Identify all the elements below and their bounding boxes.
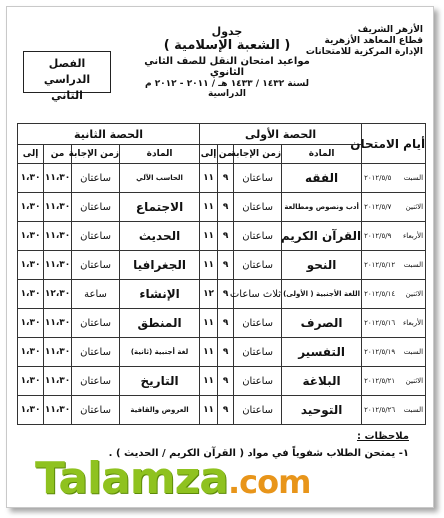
duration-period-1: ساعتان (234, 251, 282, 280)
semester-line-1: الفصل الدراسي (43, 57, 91, 86)
talamza-watermark-logo (35, 453, 310, 504)
header-to-2: إلى (18, 145, 44, 164)
start-period-1: ٩ (218, 164, 234, 193)
exam-date: ٢٠١٢/٥/١٤ (364, 290, 396, 298)
end-period-2: ١،٣٠ (18, 309, 44, 338)
start-period-2: ١١،٣٠ (44, 396, 72, 425)
exam-date: ٢٠١٢/٥/١٦ (364, 319, 396, 327)
day-cell (362, 164, 426, 193)
duration-period-2: ساعتان (72, 164, 120, 193)
end-period-1: ١١ (200, 396, 218, 425)
duration-period-1: ساعتان (234, 222, 282, 251)
issuer-line-3: الإدارة المركزية للامتحانات (305, 47, 423, 57)
table-row (18, 396, 426, 425)
day-name: الأربعاء (403, 319, 424, 327)
day-name: السبت (403, 174, 424, 182)
day-name: الاثنين (405, 290, 424, 298)
subject-period-2: الحديث (120, 222, 200, 251)
table-row (18, 251, 426, 280)
subject-period-2: لغة أجنبية (ثانية) (120, 338, 200, 367)
day-cell (362, 367, 426, 396)
header-exam-days: أيام الامتحان (362, 124, 426, 164)
start-period-2: ١١،٣٠ (44, 338, 72, 367)
day-name: السبت (403, 261, 424, 269)
semester-box (23, 51, 111, 102)
duration-period-1: ساعتان (234, 309, 282, 338)
semester-line-2: الثاني (51, 89, 83, 102)
table-row (18, 338, 426, 367)
header-period-1: الحصة الأولى (200, 124, 362, 145)
table-row (18, 280, 426, 309)
start-period-1: ٩ (218, 193, 234, 222)
table-row (18, 309, 426, 338)
duration-period-2: ساعة (72, 280, 120, 309)
title-label: جدول (211, 25, 243, 38)
start-period-2: ١١،٣٠ (44, 367, 72, 396)
duration-period-2: ساعتان (72, 193, 120, 222)
document-title-block (127, 25, 327, 99)
subject-period-1: الصرف (282, 309, 362, 338)
start-period-2: ١١،٣٠ (44, 222, 72, 251)
end-period-1: ١١ (200, 193, 218, 222)
header-subject-2: المادة (120, 145, 200, 164)
end-period-1: ١١ (200, 367, 218, 396)
duration-period-2: ساعتان (72, 251, 120, 280)
header-duration-2: زمن الإجابة (72, 145, 120, 164)
end-period-2: ١،٣٠ (18, 251, 44, 280)
document-page (6, 6, 434, 508)
end-period-2: ١،٣٠ (18, 367, 44, 396)
subject-period-1: البلاغة (282, 367, 362, 396)
exam-subtitle: مواعيد امتحان النقل للصف الثاني الثانوي (144, 56, 310, 78)
end-period-2: ١،٣٠ (18, 193, 44, 222)
header-to-1: إلى (200, 145, 218, 164)
end-period-2: ١،٣٠ (18, 280, 44, 309)
header-subject-1: المادة (282, 145, 362, 164)
day-name: الاثنين (405, 203, 424, 211)
day-cell (362, 193, 426, 222)
duration-period-2: ساعتان (72, 367, 120, 396)
day-cell (362, 251, 426, 280)
day-cell (362, 309, 426, 338)
subject-period-1: التوحيد (282, 396, 362, 425)
end-period-1: ١١ (200, 338, 218, 367)
end-period-2: ١،٣٠ (18, 222, 44, 251)
start-period-2: ١١،٣٠ (44, 193, 72, 222)
start-period-2: ١١،٣٠ (44, 251, 72, 280)
duration-period-1: ساعتان (234, 367, 282, 396)
day-cell (362, 338, 426, 367)
subject-period-2: الحاسب الآلي (120, 164, 200, 193)
subject-period-2: التاريخ (120, 367, 200, 396)
day-cell (362, 396, 426, 425)
end-period-1: ١٢ (200, 280, 218, 309)
table-row (18, 222, 426, 251)
end-period-1: ١١ (200, 251, 218, 280)
header-duration-1: زمن الإجابة (234, 145, 282, 164)
duration-period-2: ساعتان (72, 222, 120, 251)
duration-period-1: ساعتان (234, 396, 282, 425)
start-period-1: ٩ (218, 396, 234, 425)
logo-text: Talamza (35, 453, 228, 504)
table-row (18, 164, 426, 193)
header-from-1: من (218, 145, 234, 164)
subject-period-1: أدب ونصوص ومطالعة (282, 193, 362, 222)
exam-schedule-table (17, 123, 426, 425)
exam-date: ٢٠١٢/٥/٩ (364, 232, 392, 240)
start-period-1: ٩ (218, 309, 234, 338)
subject-period-2: الاجتماع (120, 193, 200, 222)
subject-period-2: المنطق (120, 309, 200, 338)
duration-period-2: ساعتان (72, 396, 120, 425)
end-period-2: ١،٣٠ (18, 164, 44, 193)
start-period-2: ١٢،٣٠ (44, 280, 72, 309)
end-period-2: ١،٣٠ (18, 396, 44, 425)
duration-period-1: ساعتان (234, 338, 282, 367)
logo-suffix: .com (227, 463, 311, 501)
header-from-2: من (44, 145, 72, 164)
division-title: ( الشعبة الإسلامية ) (163, 38, 291, 53)
header-period-2: الحصة الثانية (18, 124, 200, 145)
notes-title: ملاحظات : (356, 431, 409, 442)
day-name: الأربعاء (403, 232, 424, 240)
table-row (18, 193, 426, 222)
duration-period-2: ساعتان (72, 338, 120, 367)
subject-period-1: اللغة الأجنبية ( الأولى) (282, 280, 362, 309)
subject-period-2: العروض والقافية (120, 396, 200, 425)
issuer-line-1: الأزهر الشريف (357, 25, 423, 35)
start-period-1: ٩ (218, 338, 234, 367)
subject-period-1: التفسير (282, 338, 362, 367)
day-name: السبت (403, 348, 424, 356)
subject-period-1: القرآن الكريم (282, 222, 362, 251)
subject-period-1: الفقه (282, 164, 362, 193)
duration-period-1: ساعتان (234, 193, 282, 222)
exam-date: ٢٠١٢/٥/٢١ (364, 377, 396, 385)
start-period-1: ٩ (218, 367, 234, 396)
day-cell (362, 280, 426, 309)
table-row (18, 367, 426, 396)
subject-period-2: الجغرافيا (120, 251, 200, 280)
academic-year: لسنة ١٤٣٢ / ١٤٣٣ هـ / ٢٠١١ - ٢٠١٢ م الدراسية (144, 79, 310, 99)
issuer-line-2: قطاع المعاهد الأزهرية (324, 36, 423, 46)
day-name: السبت (403, 406, 424, 414)
start-period-1: ٩ (218, 280, 234, 309)
end-period-1: ١١ (200, 164, 218, 193)
day-name: الاثنين (405, 377, 424, 385)
exam-date: ٢٠١٢/٥/١٩ (364, 348, 396, 356)
subject-period-1: النحو (282, 251, 362, 280)
start-period-2: ١١،٣٠ (44, 164, 72, 193)
exam-date: ٢٠١٢/٥/١٢ (364, 261, 396, 269)
subject-period-2: الإنشاء (120, 280, 200, 309)
duration-period-1: ساعتان (234, 164, 282, 193)
duration-period-1: ثلاث ساعات (234, 280, 282, 309)
start-period-2: ١١،٣٠ (44, 309, 72, 338)
day-cell (362, 222, 426, 251)
note-item-1: ١- يمتحن الطلاب شفوياً في مواد ( القرآن الكريم / الحديث ) . (108, 448, 409, 459)
start-period-1: ٩ (218, 251, 234, 280)
exam-date: ٢٠١٢/٥/٧ (364, 203, 392, 211)
exam-date: ٢٠١٢/٥/٥ (364, 174, 392, 182)
start-period-1: ٩ (218, 222, 234, 251)
end-period-1: ١١ (200, 222, 218, 251)
duration-period-2: ساعتان (72, 309, 120, 338)
exam-date: ٢٠١٢/٥/٢٦ (364, 406, 396, 414)
end-period-2: ١،٣٠ (18, 338, 44, 367)
end-period-1: ١١ (200, 309, 218, 338)
